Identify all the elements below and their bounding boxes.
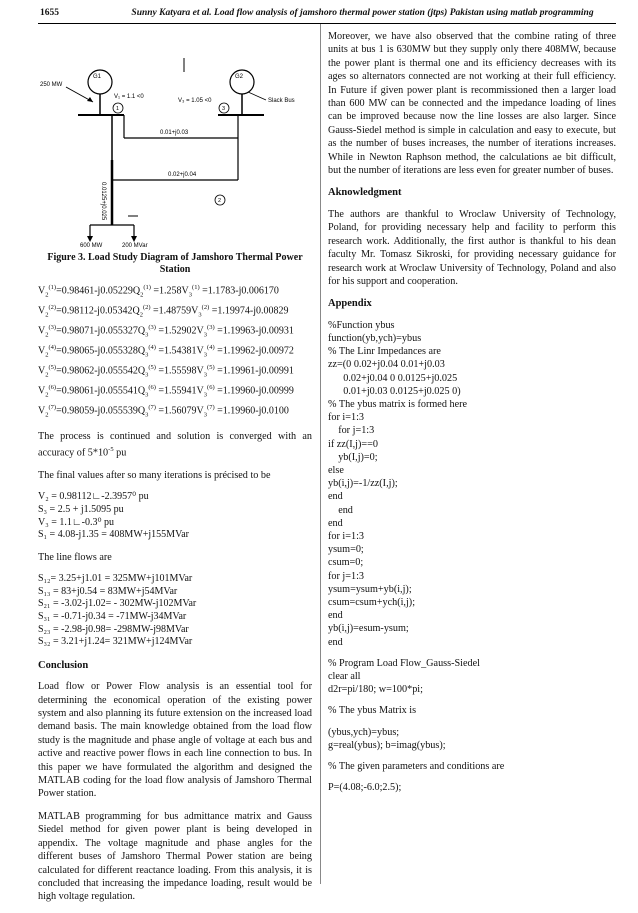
line-flow: S₃₁ = -0.71-j0.34 = -71MW-j34MVar bbox=[38, 611, 187, 623]
code-line: end bbox=[328, 491, 343, 503]
bus-1-marker: 1 bbox=[116, 106, 120, 112]
impedance-2-3-label: 0.02+j0.04 bbox=[168, 172, 197, 178]
iteration-row: $V_2^{(5)}=0.98062-j0.055542Q_3^{(5)} =1.55598V_3^{(5)} =1.19961-j0.00991$ bbox=[38, 364, 294, 379]
code-line: function(yb,ych)=ybus bbox=[328, 332, 422, 344]
line-flow: S₃₂ = 3.21+j1.24= 321MW+j124MVar bbox=[38, 636, 193, 648]
code-line: yb(i,j)=-1/zz(I,j); bbox=[328, 478, 398, 490]
acknowledgment-heading: Aknowledgment bbox=[328, 187, 402, 199]
final-values-intro: The final values after so many iterations is précised to be bbox=[38, 470, 271, 482]
line-flow: S₁₂= 3.25+j1.01 = 325MW+j101MVar bbox=[38, 573, 193, 585]
code-line: d2r=pi/180; w=100*pi; bbox=[328, 684, 423, 696]
load-study-diagram bbox=[38, 40, 312, 248]
final-value: V₂ = 0.98112∟-2.3957⁰ pu bbox=[38, 491, 149, 503]
iteration-row: $V_2^{(2)}=0.98112-j0.05342Q_2^{(2)} =1.48759V_3^{(2)} =1.19974-j0.00829$ bbox=[38, 304, 289, 319]
ybus-function-code bbox=[328, 319, 616, 649]
parameters-code bbox=[328, 781, 616, 794]
iteration-row: $V_2^{(4)}=0.98065-j0.055328Q_3^{(4)} =1.54381V_3^{(4)} =1.19962-j0.00972$ bbox=[38, 344, 294, 359]
final-value: S₁ = 4.08-j1.35 = 408MW+j155MVar bbox=[38, 529, 189, 541]
left-column bbox=[38, 40, 312, 913]
line-flow: S₂₁ = -3.02-j1.02= - 302MW-j102MVar bbox=[38, 598, 197, 610]
load-200mvar-label: 200 MVar bbox=[122, 243, 148, 248]
code-line: end bbox=[328, 636, 343, 648]
code-line: end bbox=[328, 517, 343, 529]
iteration-row: $V_2^{(6)}=0.98061-j0.055541Q_3^{(6)} =1.55941V_3^{(6)} =1.19960-j0.00999$ bbox=[38, 384, 294, 399]
page-number: 1655 bbox=[40, 8, 59, 18]
load-600mw-label: 600 MW bbox=[80, 243, 103, 248]
code-line: % The ybus Matrix is bbox=[328, 705, 417, 717]
code-line: for j=1:3 bbox=[328, 425, 375, 437]
iteration-row: $V_2^{(7)}=0.98059-j0.055539Q_3^{(7)} =1.56079V_3^{(7)} =1.19960-j0.0100$ bbox=[38, 403, 289, 419]
code-line: yb(I,j)=0; bbox=[328, 451, 378, 463]
load-250mw-label: 250 MW bbox=[40, 82, 63, 88]
bus-3-marker: 3 bbox=[222, 106, 226, 112]
ybus-assignment-code bbox=[328, 726, 616, 752]
code-line: clear all bbox=[328, 671, 361, 682]
code-line: for i=1:3 bbox=[328, 530, 365, 542]
line-flows-intro: The line flows are bbox=[38, 551, 112, 563]
conclusion-paragraph-2: MATLAB programming for bus admittance matrix and Gauss Siedel method for given power plant is being developed in appendix. The voltage magnitude and phase angles for the different buses of Jamshoro Thermal Power station are being calculated for different reactance loading. From this analysis, it is concluded that increasing the impedance loading, result would be high voltage regulation. bbox=[38, 810, 312, 903]
code-line: (ybus,ych)=ybus; bbox=[328, 726, 400, 738]
slack-bus-label: Slack Bus bbox=[268, 98, 295, 104]
figure-caption: Figure 3. Load Study Diagram of Jamshoro Thermal Power Station bbox=[47, 252, 303, 276]
line-flow: S₂₃ = -2.98-j0.98= -298MW-j98MVar bbox=[38, 623, 189, 635]
final-value: V₃ = 1.1∟-0.3⁰ pu bbox=[38, 516, 114, 528]
discussion-paragraph: Moreover, we have also observed that the combine rating of three units at bus 1 is 630MW but they supply only there 408MW, because the power plant is thermal one and its efficiency decreases with its ages so alternators connected are not working at their full efficiency. In Future if given power plant is recommissioned then a larger load than 600 MW can be connected and the impedance loading of lines can be improved because now the line losses are also larger. Since Gauss-Siedel method is simple in calculation and easy to execute, but as the number of buses increases, the number of iterations increases. While in Newton Raphson method, the calculations ae bit difficult, but the number of iterations are less even for greater number of buses. bbox=[328, 31, 616, 177]
code-line: ysum=0; bbox=[328, 544, 364, 556]
code-line: end bbox=[328, 610, 343, 622]
parameters-comment bbox=[328, 760, 616, 773]
code-line: % The given parameters and conditions are bbox=[328, 761, 505, 773]
v3-label: V₃ = 1.05 <0 bbox=[178, 98, 212, 104]
code-line: csum=csum+ych(i,j); bbox=[328, 596, 416, 608]
code-line: zz=(0 0.02+j0.04 0.01+j0.03 bbox=[328, 359, 445, 371]
header-rule bbox=[38, 23, 616, 24]
line-flow: S₁₃ = 83+j0.54 = 83MW+j54MVar bbox=[38, 585, 178, 597]
code-line: else bbox=[328, 464, 344, 476]
code-line: yb(i,j)=esum-ysum; bbox=[328, 623, 409, 635]
appendix-heading: Appendix bbox=[328, 298, 372, 310]
impedance-1-2-label: 0.0125+j0.025 bbox=[100, 182, 106, 221]
g2-label: G2 bbox=[235, 74, 244, 80]
running-title: Sunny Katyara et al. Load flow analysis of jamshoro thermal power station (jtps) Pakistan using matlab programming bbox=[131, 8, 594, 18]
iteration-row: $V_2^{(3)}=0.98071-j0.055327Q_3^{(3)} =1.52902V_3^{(3)} =1.19963-j0.00931$ bbox=[38, 324, 294, 339]
g1-label: G1 bbox=[93, 74, 102, 80]
iteration-equations bbox=[38, 282, 312, 421]
final-values bbox=[38, 491, 312, 541]
acknowledgment-paragraph: The authors are thankful to Wroclaw University of Technology, Poland, for providing necessary help and facility to perform this research work. Additionally, the first author is thankful to his dean faculty Mr. Tomasz Sikroski, for providing necessary guidance for research work at Wroclaw University of Technology, Poland and also for his support and cooperation. bbox=[328, 208, 616, 287]
conclusion-heading: Conclusion bbox=[38, 659, 89, 671]
code-line: csum=0; bbox=[328, 557, 364, 569]
code-line: 0.01+j0.03 0.0125+j0.025 0) bbox=[328, 385, 461, 397]
code-line: if zz(I,j)==0 bbox=[328, 438, 378, 450]
ybus-comment bbox=[328, 704, 616, 717]
running-header bbox=[40, 8, 615, 18]
bus-2-marker: 2 bbox=[218, 198, 222, 204]
code-line: % The Linr Impedances are bbox=[328, 346, 441, 358]
code-line: for j=1:3 bbox=[328, 570, 365, 582]
right-column bbox=[328, 30, 616, 794]
code-line: for i=1:3 bbox=[328, 412, 365, 424]
column-divider bbox=[320, 24, 321, 884]
load-flow-program-header bbox=[328, 657, 616, 697]
code-line: end bbox=[328, 504, 353, 516]
final-value: S₃ = 2.5 + j1.5095 pu bbox=[38, 504, 124, 516]
v1-label: V₁ = 1.1 <0 bbox=[114, 94, 144, 100]
code-line: 0.02+j0.04 0 0.0125+j0.025 bbox=[328, 372, 458, 384]
code-line: % Program Load Flow_Gauss-Siedel bbox=[328, 657, 480, 669]
conclusion-paragraph-1: Load flow or Power Flow analysis is an essential tool for determining the economical operation of the existing power system and also planning its future extension on the increased load demand basis. The main knowledge obtained from the load flow study is the magnitude and phase angle of voltage at each bus and active and reactive power flows in each line connection to bus. In this paper we have formulated the algorithm and designed the MATLAB coding for the load flow analysis of Jamshoro Thermal Power station. bbox=[38, 681, 312, 800]
code-line: % The ybus matrix is formed here bbox=[328, 398, 468, 410]
code-line: g=real(ybus); b=imag(ybus); bbox=[328, 739, 446, 751]
code-line: ysum=ysum+yb(i,j); bbox=[328, 583, 412, 595]
line-flows bbox=[38, 573, 312, 649]
code-line: %Function ybus bbox=[328, 319, 395, 331]
convergence-text: The process is continued and solution is converged with an accuracy of $5*10^{-5}$ pu bbox=[38, 430, 312, 459]
code-line: P=(4.08;-6.0;2.5); bbox=[328, 782, 402, 794]
impedance-1-3-label: 0.01+j0.03 bbox=[160, 130, 189, 136]
iteration-row: $V_2^{(1)}=0.98461-j0.05229Q_2^{(1)} =1.258V_3^{(1)} =1.1783-j0.006170$ bbox=[38, 284, 279, 299]
